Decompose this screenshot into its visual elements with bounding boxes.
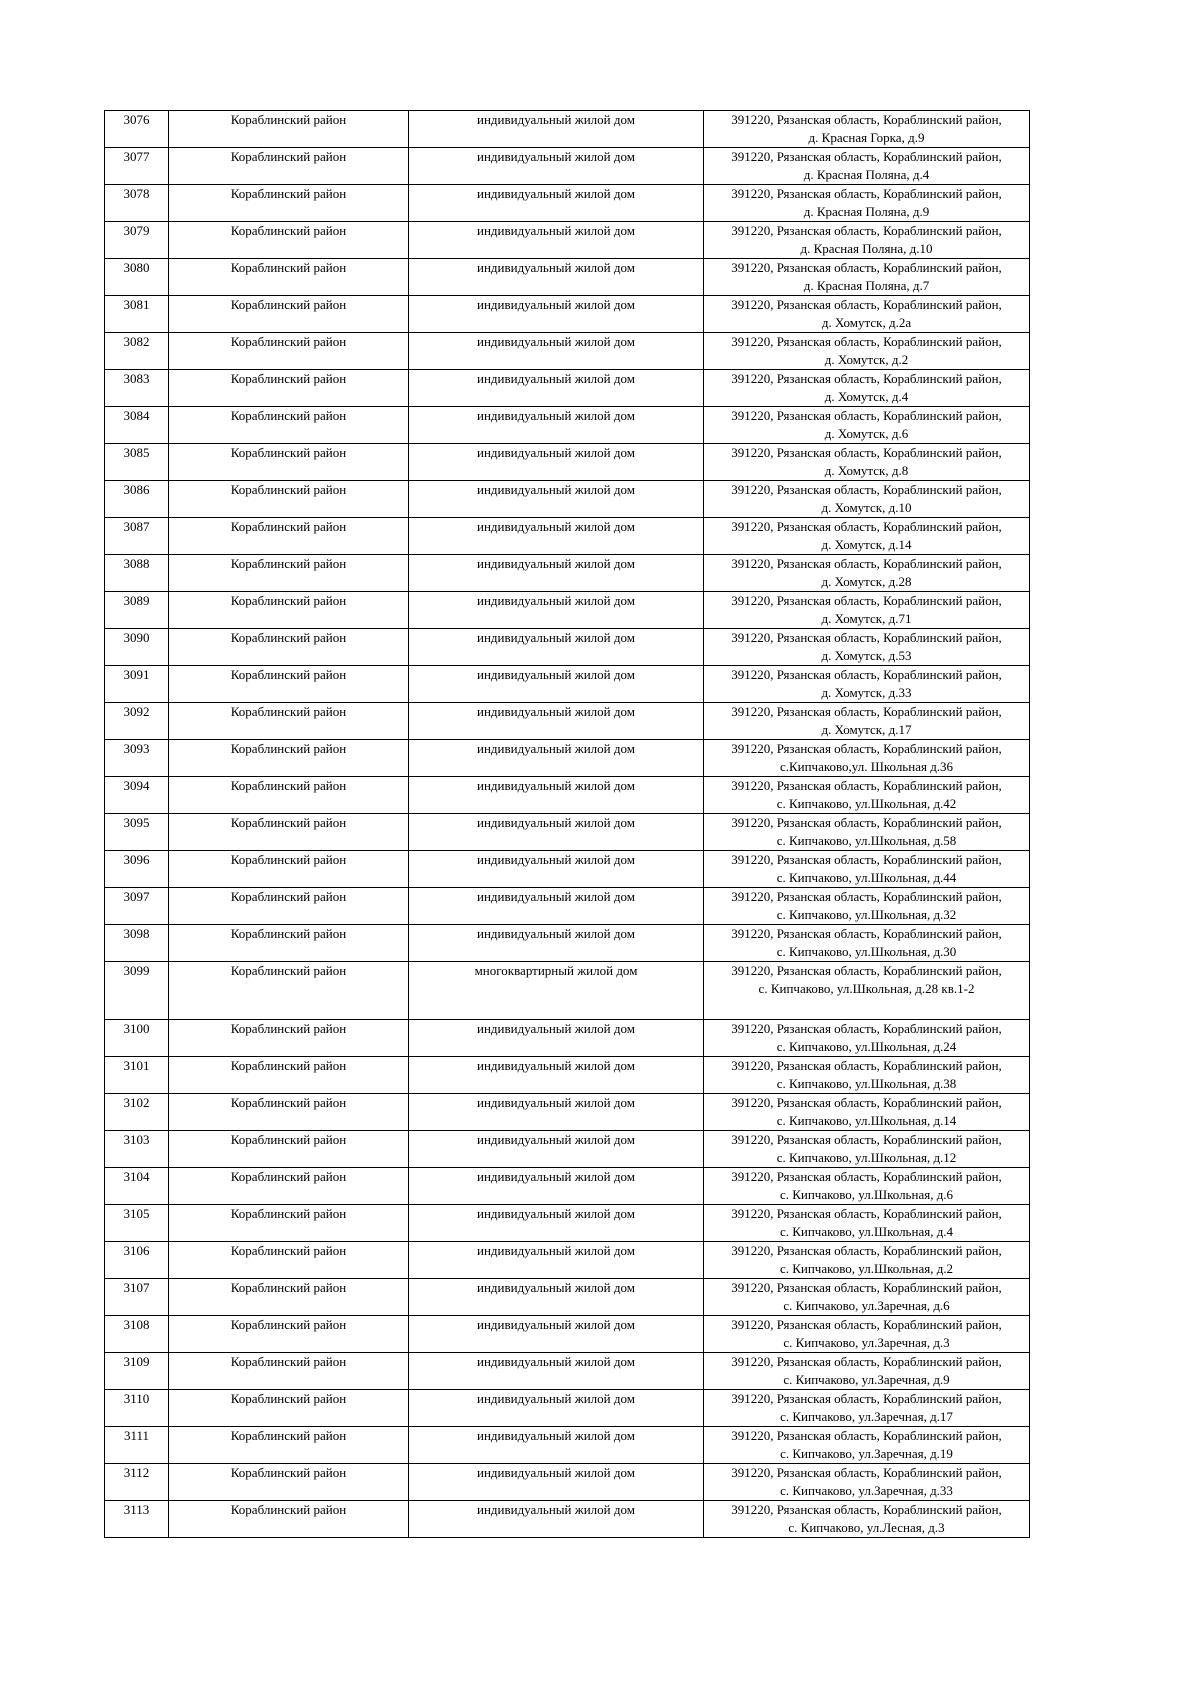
district-cell: Кораблинский район xyxy=(169,481,409,518)
row-number-cell: 3111 xyxy=(105,1427,169,1464)
table-row xyxy=(105,333,1030,370)
address-line-2: д. Красная Поляна, д.10 xyxy=(800,241,933,256)
table-row xyxy=(105,111,1030,148)
district-cell: Кораблинский район xyxy=(169,888,409,925)
address-line-1: 391220, Рязанская область, Кораблинский район, xyxy=(731,778,1002,793)
district-cell: Кораблинский район xyxy=(169,1279,409,1316)
address-line-1: 391220, Рязанская область, Кораблинский район, xyxy=(731,815,1002,830)
table-row xyxy=(105,1353,1030,1390)
table-row xyxy=(105,740,1030,777)
address-line-2: д. Красная Поляна, д.7 xyxy=(803,278,930,293)
address-line-1: 391220, Рязанская область, Кораблинский район, xyxy=(731,667,1002,682)
district-cell: Кораблинский район xyxy=(169,1020,409,1057)
address-cell xyxy=(704,1427,1030,1464)
building-type-cell: индивидуальный жилой дом xyxy=(409,370,704,407)
row-number-cell: 3096 xyxy=(105,851,169,888)
address-cell xyxy=(704,1390,1030,1427)
address-cell xyxy=(704,851,1030,888)
table-row xyxy=(105,962,1030,1020)
address-cell xyxy=(704,111,1030,148)
district-cell: Кораблинский район xyxy=(169,1390,409,1427)
district-cell: Кораблинский район xyxy=(169,111,409,148)
district-cell: Кораблинский район xyxy=(169,1501,409,1538)
row-number-cell: 3081 xyxy=(105,296,169,333)
address-cell xyxy=(704,222,1030,259)
row-number-cell: 3076 xyxy=(105,111,169,148)
building-type-cell: индивидуальный жилой дом xyxy=(409,444,704,481)
row-number-cell: 3082 xyxy=(105,333,169,370)
address-cell xyxy=(704,777,1030,814)
building-type-cell: индивидуальный жилой дом xyxy=(409,148,704,185)
row-number-cell: 3094 xyxy=(105,777,169,814)
address-cell xyxy=(704,1094,1030,1131)
address-line-1: 391220, Рязанская область, Кораблинский район, xyxy=(731,593,1002,608)
row-number-cell: 3110 xyxy=(105,1390,169,1427)
address-cell xyxy=(704,1501,1030,1538)
address-line-2: д. Хомутск, д.10 xyxy=(821,500,912,515)
address-cell xyxy=(704,703,1030,740)
address-line-1: 391220, Рязанская область, Кораблинский район, xyxy=(731,926,1002,941)
district-cell: Кораблинский район xyxy=(169,148,409,185)
row-number-cell: 3079 xyxy=(105,222,169,259)
building-type-cell: индивидуальный жилой дом xyxy=(409,222,704,259)
table-row xyxy=(105,370,1030,407)
building-type-cell: индивидуальный жилой дом xyxy=(409,1464,704,1501)
row-number-cell: 3078 xyxy=(105,185,169,222)
table-row xyxy=(105,1279,1030,1316)
building-type-cell: индивидуальный жилой дом xyxy=(409,1316,704,1353)
building-type-cell: индивидуальный жилой дом xyxy=(409,629,704,666)
address-line-1: 391220, Рязанская область, Кораблинский район, xyxy=(731,482,1002,497)
address-line-2: д. Хомутск, д.28 xyxy=(821,574,912,589)
building-type-cell: индивидуальный жилой дом xyxy=(409,185,704,222)
district-cell: Кораблинский район xyxy=(169,185,409,222)
address-line-1: 391220, Рязанская область, Кораблинский район, xyxy=(731,1280,1002,1295)
district-cell: Кораблинский район xyxy=(169,1464,409,1501)
table-row xyxy=(105,296,1030,333)
address-line-1: 391220, Рязанская область, Кораблинский район, xyxy=(731,1502,1002,1517)
address-line-1: 391220, Рязанская область, Кораблинский район, xyxy=(731,1132,1002,1147)
building-type-cell: индивидуальный жилой дом xyxy=(409,518,704,555)
address-cell xyxy=(704,185,1030,222)
address-cell xyxy=(704,1131,1030,1168)
table-row xyxy=(105,222,1030,259)
building-type-cell: индивидуальный жилой дом xyxy=(409,1020,704,1057)
building-type-cell: индивидуальный жилой дом xyxy=(409,1131,704,1168)
address-cell xyxy=(704,629,1030,666)
address-line-1: 391220, Рязанская область, Кораблинский район, xyxy=(731,408,1002,423)
district-cell: Кораблинский район xyxy=(169,1094,409,1131)
address-line-2: д. Хомутск, д.2а xyxy=(821,315,912,330)
address-line-2: с. Кипчаково, ул.Школьная, д.44 xyxy=(776,870,957,885)
district-cell: Кораблинский район xyxy=(169,407,409,444)
building-type-cell: индивидуальный жилой дом xyxy=(409,777,704,814)
table-row xyxy=(105,1020,1030,1057)
table-row xyxy=(105,888,1030,925)
building-type-cell: индивидуальный жилой дом xyxy=(409,740,704,777)
table-row xyxy=(105,444,1030,481)
address-line-2: д. Хомутск, д.4 xyxy=(824,389,909,404)
building-type-cell: индивидуальный жилой дом xyxy=(409,1057,704,1094)
address-line-1: 391220, Рязанская область, Кораблинский район, xyxy=(731,1354,1002,1369)
district-cell: Кораблинский район xyxy=(169,1427,409,1464)
district-cell: Кораблинский район xyxy=(169,740,409,777)
row-number-cell: 3085 xyxy=(105,444,169,481)
address-line-2: д. Хомутск, д.53 xyxy=(821,648,912,663)
row-number-cell: 3100 xyxy=(105,1020,169,1057)
address-cell xyxy=(704,518,1030,555)
table-row xyxy=(105,555,1030,592)
address-cell xyxy=(704,962,1030,1020)
district-cell: Кораблинский район xyxy=(169,851,409,888)
address-line-2: с. Кипчаково, ул.Школьная, д.38 xyxy=(776,1076,957,1091)
district-cell: Кораблинский район xyxy=(169,703,409,740)
row-number-cell: 3091 xyxy=(105,666,169,703)
address-line-2: д. Красная Поляна, д.9 xyxy=(803,204,930,219)
address-line-2: с. Кипчаково, ул.Заречная, д.17 xyxy=(780,1409,953,1424)
building-type-cell: многоквартирный жилой дом xyxy=(409,962,704,1020)
address-line-2: д. Красная Горка, д.9 xyxy=(808,130,925,145)
table-row xyxy=(105,407,1030,444)
table-row xyxy=(105,1427,1030,1464)
address-line-1: 391220, Рязанская область, Кораблинский район, xyxy=(731,445,1002,460)
row-number-cell: 3105 xyxy=(105,1205,169,1242)
address-line-2: с. Кипчаково, ул.Школьная, д.4 xyxy=(779,1224,954,1239)
address-cell xyxy=(704,740,1030,777)
address-line-2: с. Кипчаково, ул.Школьная, д.28 кв.1-2 xyxy=(758,981,975,996)
table-row xyxy=(105,851,1030,888)
district-cell: Кораблинский район xyxy=(169,1242,409,1279)
address-cell xyxy=(704,1464,1030,1501)
building-type-cell: индивидуальный жилой дом xyxy=(409,259,704,296)
address-line-1: 391220, Рязанская область, Кораблинский район, xyxy=(731,556,1002,571)
address-line-2: с. Кипчаково, ул.Школьная, д.32 xyxy=(776,907,957,922)
row-number-cell: 3095 xyxy=(105,814,169,851)
table-row xyxy=(105,1131,1030,1168)
district-cell: Кораблинский район xyxy=(169,592,409,629)
table-row xyxy=(105,777,1030,814)
building-type-cell: индивидуальный жилой дом xyxy=(409,814,704,851)
address-line-2: с. Кипчаково, ул.Школьная, д.2 xyxy=(779,1261,954,1276)
row-number-cell: 3109 xyxy=(105,1353,169,1390)
address-line-2: с. Кипчаково, ул.Заречная, д.6 xyxy=(783,1298,950,1313)
address-line-2: с. Кипчаково, ул.Школьная, д.12 xyxy=(776,1150,957,1165)
district-cell: Кораблинский район xyxy=(169,1353,409,1390)
address-line-1: 391220, Рязанская область, Кораблинский район, xyxy=(731,889,1002,904)
building-type-cell: индивидуальный жилой дом xyxy=(409,1205,704,1242)
district-cell: Кораблинский район xyxy=(169,222,409,259)
address-line-1: 391220, Рязанская область, Кораблинский район, xyxy=(731,223,1002,238)
address-cell xyxy=(704,925,1030,962)
address-line-2: д. Хомутск, д.14 xyxy=(821,537,912,552)
building-type-cell: индивидуальный жилой дом xyxy=(409,888,704,925)
address-cell xyxy=(704,592,1030,629)
district-cell: Кораблинский район xyxy=(169,333,409,370)
address-line-1: 391220, Рязанская область, Кораблинский район, xyxy=(731,149,1002,164)
address-line-2: с. Кипчаково, ул.Заречная, д.9 xyxy=(783,1372,950,1387)
table-row xyxy=(105,1205,1030,1242)
address-line-2: с. Кипчаково, ул.Школьная, д.6 xyxy=(779,1187,954,1202)
building-type-cell: индивидуальный жилой дом xyxy=(409,1279,704,1316)
building-type-cell: индивидуальный жилой дом xyxy=(409,1094,704,1131)
address-line-2: д. Красная Поляна, д.4 xyxy=(803,167,930,182)
address-cell xyxy=(704,666,1030,703)
district-cell: Кораблинский район xyxy=(169,1057,409,1094)
table-row xyxy=(105,925,1030,962)
table-row xyxy=(105,185,1030,222)
address-line-1: 391220, Рязанская область, Кораблинский район, xyxy=(731,186,1002,201)
row-number-cell: 3104 xyxy=(105,1168,169,1205)
address-cell xyxy=(704,1057,1030,1094)
table-body xyxy=(105,111,1030,1538)
building-type-cell: индивидуальный жилой дом xyxy=(409,1168,704,1205)
address-line-1: 391220, Рязанская область, Кораблинский район, xyxy=(731,519,1002,534)
row-number-cell: 3088 xyxy=(105,555,169,592)
district-cell: Кораблинский район xyxy=(169,1131,409,1168)
building-type-cell: индивидуальный жилой дом xyxy=(409,1390,704,1427)
address-line-1: 391220, Рязанская область, Кораблинский район, xyxy=(731,1243,1002,1258)
building-type-cell: индивидуальный жилой дом xyxy=(409,851,704,888)
address-line-1: 391220, Рязанская область, Кораблинский район, xyxy=(731,1058,1002,1073)
address-line-1: 391220, Рязанская область, Кораблинский район, xyxy=(731,1465,1002,1480)
row-number-cell: 3098 xyxy=(105,925,169,962)
building-type-cell: индивидуальный жилой дом xyxy=(409,1427,704,1464)
row-number-cell: 3106 xyxy=(105,1242,169,1279)
row-number-cell: 3089 xyxy=(105,592,169,629)
housing-registry-table xyxy=(104,110,1030,1538)
address-line-1: 391220, Рязанская область, Кораблинский район, xyxy=(731,297,1002,312)
table-row xyxy=(105,1501,1030,1538)
building-type-cell: индивидуальный жилой дом xyxy=(409,1353,704,1390)
row-number-cell: 3107 xyxy=(105,1279,169,1316)
address-cell xyxy=(704,1279,1030,1316)
row-number-cell: 3108 xyxy=(105,1316,169,1353)
row-number-cell: 3093 xyxy=(105,740,169,777)
table-row xyxy=(105,1168,1030,1205)
table-row xyxy=(105,1242,1030,1279)
table-row xyxy=(105,1464,1030,1501)
building-type-cell: индивидуальный жилой дом xyxy=(409,666,704,703)
address-line-2: д. Хомутск, д.8 xyxy=(824,463,909,478)
district-cell: Кораблинский район xyxy=(169,777,409,814)
table-row xyxy=(105,1094,1030,1131)
table-row xyxy=(105,592,1030,629)
address-cell xyxy=(704,1316,1030,1353)
address-line-1: 391220, Рязанская область, Кораблинский район, xyxy=(731,1428,1002,1443)
table-row xyxy=(105,666,1030,703)
address-line-1: 391220, Рязанская область, Кораблинский район, xyxy=(731,334,1002,349)
table-row xyxy=(105,481,1030,518)
district-cell: Кораблинский район xyxy=(169,296,409,333)
building-type-cell: индивидуальный жилой дом xyxy=(409,925,704,962)
address-line-2: с. Кипчаково, ул.Заречная, д.3 xyxy=(783,1335,950,1350)
district-cell: Кораблинский район xyxy=(169,814,409,851)
address-line-1: 391220, Рязанская область, Кораблинский район, xyxy=(731,371,1002,386)
address-line-2: д. Хомутск, д.6 xyxy=(824,426,909,441)
address-cell xyxy=(704,555,1030,592)
address-line-2: с. Кипчаково, ул.Лесная, д.3 xyxy=(788,1520,945,1535)
address-line-2: с.Кипчаково,ул. Школьная д.36 xyxy=(779,759,954,774)
address-line-1: 391220, Рязанская область, Кораблинский район, xyxy=(731,1169,1002,1184)
address-line-1: 391220, Рязанская область, Кораблинский район, xyxy=(731,1391,1002,1406)
district-cell: Кораблинский район xyxy=(169,555,409,592)
table-row xyxy=(105,148,1030,185)
row-number-cell: 3090 xyxy=(105,629,169,666)
district-cell: Кораблинский район xyxy=(169,962,409,1020)
address-line-2: с. Кипчаково, ул.Заречная, д.33 xyxy=(780,1483,953,1498)
district-cell: Кораблинский район xyxy=(169,1205,409,1242)
row-number-cell: 3084 xyxy=(105,407,169,444)
address-cell xyxy=(704,1020,1030,1057)
address-line-2: д. Хомутск, д.2 xyxy=(824,352,909,367)
address-cell xyxy=(704,333,1030,370)
address-line-1: 391220, Рязанская область, Кораблинский район, xyxy=(731,963,1002,978)
row-number-cell: 3077 xyxy=(105,148,169,185)
district-cell: Кораблинский район xyxy=(169,666,409,703)
district-cell: Кораблинский район xyxy=(169,444,409,481)
row-number-cell: 3099 xyxy=(105,962,169,1020)
row-number-cell: 3103 xyxy=(105,1131,169,1168)
district-cell: Кораблинский район xyxy=(169,925,409,962)
address-line-1: 391220, Рязанская область, Кораблинский район, xyxy=(731,704,1002,719)
district-cell: Кораблинский район xyxy=(169,259,409,296)
building-type-cell: индивидуальный жилой дом xyxy=(409,111,704,148)
address-line-2: д. Хомутск, д.33 xyxy=(821,685,912,700)
district-cell: Кораблинский район xyxy=(169,1316,409,1353)
address-cell xyxy=(704,1353,1030,1390)
address-cell xyxy=(704,296,1030,333)
building-type-cell: индивидуальный жилой дом xyxy=(409,592,704,629)
building-type-cell: индивидуальный жилой дом xyxy=(409,481,704,518)
address-line-1: 391220, Рязанская область, Кораблинский район, xyxy=(731,1317,1002,1332)
row-number-cell: 3097 xyxy=(105,888,169,925)
address-cell xyxy=(704,481,1030,518)
row-number-cell: 3102 xyxy=(105,1094,169,1131)
row-number-cell: 3092 xyxy=(105,703,169,740)
address-line-2: с. Кипчаково, ул.Школьная, д.14 xyxy=(776,1113,957,1128)
table-row xyxy=(105,629,1030,666)
building-type-cell: индивидуальный жилой дом xyxy=(409,1501,704,1538)
address-cell xyxy=(704,814,1030,851)
row-number-cell: 3113 xyxy=(105,1501,169,1538)
address-line-1: 391220, Рязанская область, Кораблинский район, xyxy=(731,630,1002,645)
building-type-cell: индивидуальный жилой дом xyxy=(409,1242,704,1279)
address-line-1: 391220, Рязанская область, Кораблинский район, xyxy=(731,1206,1002,1221)
building-type-cell: индивидуальный жилой дом xyxy=(409,333,704,370)
address-cell xyxy=(704,259,1030,296)
district-cell: Кораблинский район xyxy=(169,629,409,666)
address-line-1: 391220, Рязанская область, Кораблинский район, xyxy=(731,852,1002,867)
district-cell: Кораблинский район xyxy=(169,1168,409,1205)
address-line-2: д. Хомутск, д.71 xyxy=(821,611,912,626)
address-line-2: д. Хомутск, д.17 xyxy=(821,722,912,737)
table-row xyxy=(105,518,1030,555)
row-number-cell: 3112 xyxy=(105,1464,169,1501)
address-line-1: 391220, Рязанская область, Кораблинский район, xyxy=(731,260,1002,275)
row-number-cell: 3101 xyxy=(105,1057,169,1094)
address-line-2: с. Кипчаково, ул.Школьная, д.42 xyxy=(776,796,957,811)
table-row xyxy=(105,259,1030,296)
address-line-2: с. Кипчаково, ул.Школьная, д.24 xyxy=(776,1039,957,1054)
address-line-1: 391220, Рязанская область, Кораблинский район, xyxy=(731,741,1002,756)
address-cell xyxy=(704,1168,1030,1205)
table-row xyxy=(105,814,1030,851)
building-type-cell: индивидуальный жилой дом xyxy=(409,296,704,333)
address-line-1: 391220, Рязанская область, Кораблинский район, xyxy=(731,1095,1002,1110)
address-cell xyxy=(704,148,1030,185)
building-type-cell: индивидуальный жилой дом xyxy=(409,703,704,740)
address-line-1: 391220, Рязанская область, Кораблинский район, xyxy=(731,112,1002,127)
address-cell xyxy=(704,1242,1030,1279)
address-cell xyxy=(704,1205,1030,1242)
address-cell xyxy=(704,407,1030,444)
table-row xyxy=(105,1057,1030,1094)
address-line-2: с. Кипчаково, ул.Заречная, д.19 xyxy=(780,1446,953,1461)
table-row xyxy=(105,1316,1030,1353)
district-cell: Кораблинский район xyxy=(169,370,409,407)
row-number-cell: 3087 xyxy=(105,518,169,555)
table-row xyxy=(105,703,1030,740)
building-type-cell: индивидуальный жилой дом xyxy=(409,555,704,592)
address-cell xyxy=(704,444,1030,481)
row-number-cell: 3086 xyxy=(105,481,169,518)
address-cell xyxy=(704,888,1030,925)
district-cell: Кораблинский район xyxy=(169,518,409,555)
building-type-cell: индивидуальный жилой дом xyxy=(409,407,704,444)
address-line-2: с. Кипчаково, ул.Школьная, д.58 xyxy=(776,833,957,848)
address-cell xyxy=(704,370,1030,407)
address-line-2: с. Кипчаково, ул.Школьная, д.30 xyxy=(776,944,957,959)
row-number-cell: 3080 xyxy=(105,259,169,296)
row-number-cell: 3083 xyxy=(105,370,169,407)
address-line-1: 391220, Рязанская область, Кораблинский район, xyxy=(731,1021,1002,1036)
table-row xyxy=(105,1390,1030,1427)
